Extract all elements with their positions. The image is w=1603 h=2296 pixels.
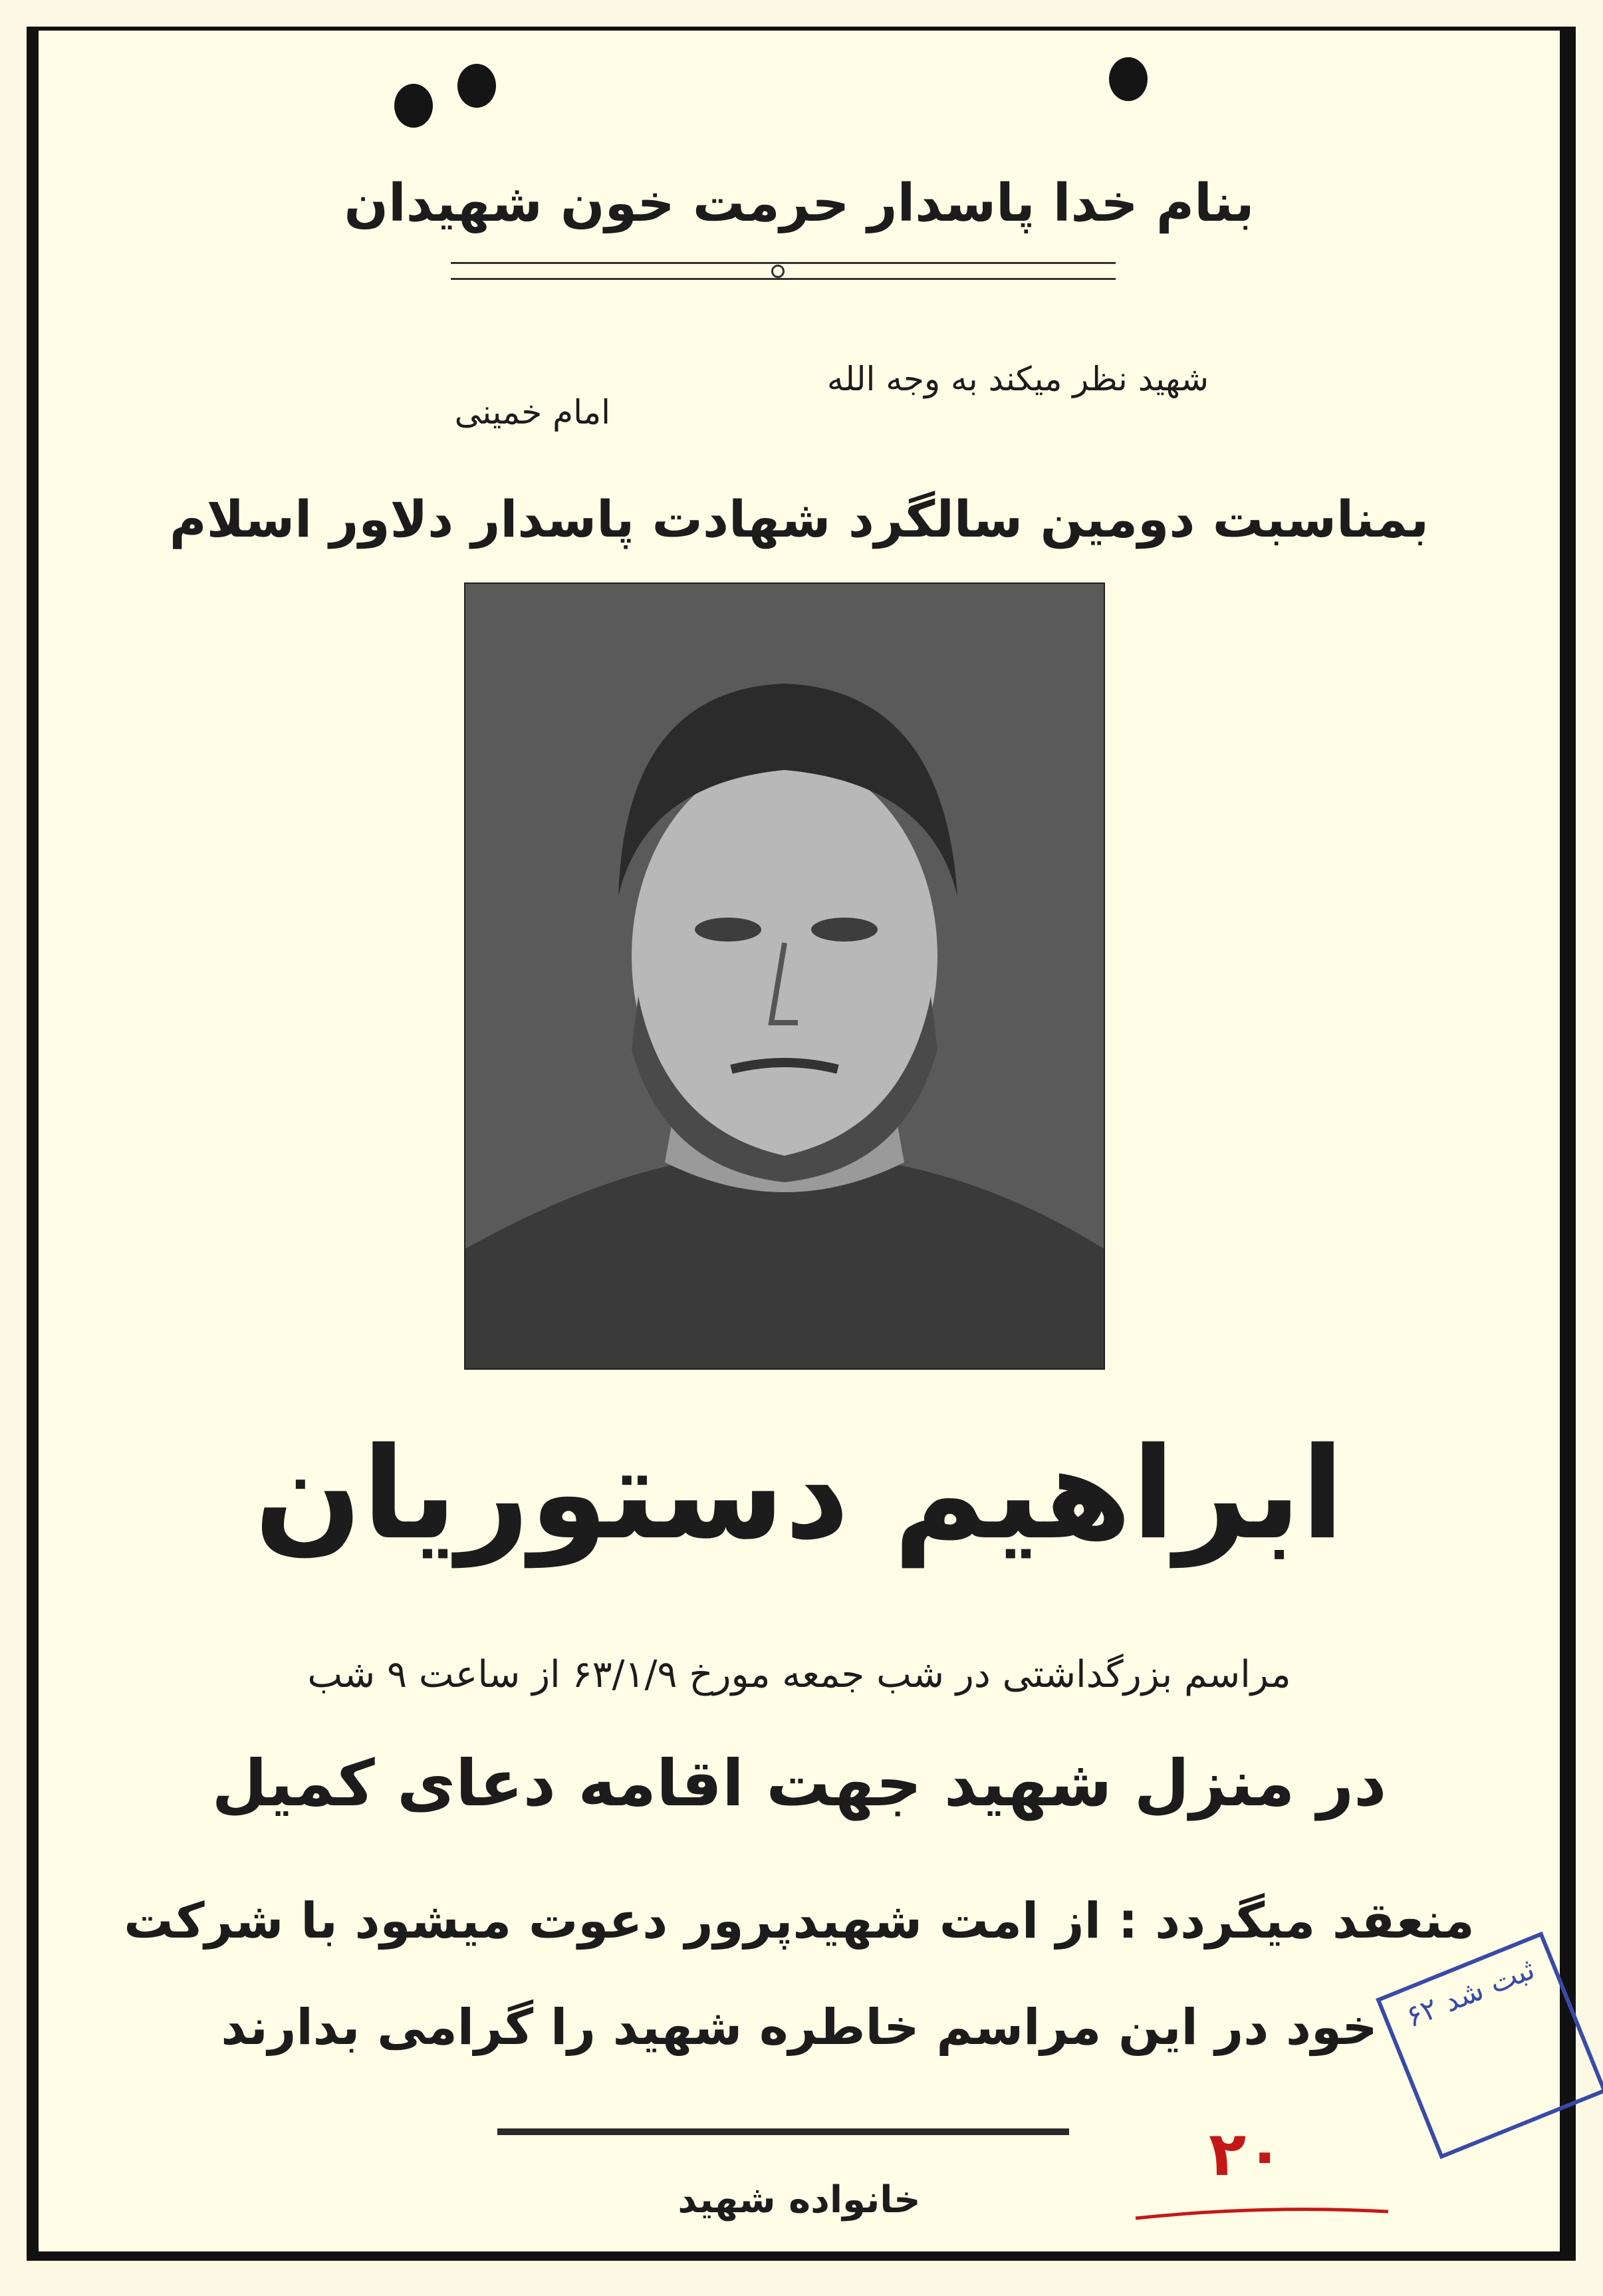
martyr-name: ابراهیم دستوریان <box>254 1420 1344 1567</box>
header-divider-bottom <box>451 278 1116 280</box>
poster-header: بنام خدا پاسدار حرمت خون شهیدان <box>344 174 1255 233</box>
header-divider-top <box>451 262 1116 264</box>
stamp-text: ثبت شد ۶۲ <box>1401 1952 1540 2035</box>
ceremony-details: مراسم بزرگداشتی در شب جمعه مورخ ۶۳/۱/۹ از ساعت ۹ شب <box>307 1653 1291 1696</box>
punch-hole-3 <box>1109 57 1148 101</box>
punch-hole-2 <box>457 64 496 108</box>
ceremony-location: در منزل شهید جهت اقامه دعای کمیل <box>211 1746 1387 1821</box>
invitation-line-1: منعقد میگردد : از امت شهیدپرور دعوت میشود با شرکت <box>124 1892 1475 1950</box>
handwritten-underline <box>1129 2192 1395 2245</box>
occasion-line: بمناسبت دومین سالگرد شهادت پاسدار دلاور اسلام <box>169 489 1429 549</box>
quote-text: شهید نظر میکند به وجه الله <box>826 360 1209 398</box>
signature-divider <box>497 2128 1069 2135</box>
quote-author: امام خمینی <box>454 393 610 432</box>
header-divider-ornament <box>771 265 785 278</box>
family-signature: خانواده شهید <box>678 2178 921 2222</box>
portrait-drawing <box>465 584 1104 1368</box>
punch-hole-1 <box>394 84 433 128</box>
invitation-line-2: خود در این مراسم خاطره شهید را گرامی بدارند <box>221 1999 1378 2056</box>
archive-stamp <box>1376 1932 1603 2159</box>
martyr-portrait <box>464 582 1105 1370</box>
memorial-poster <box>27 27 1576 2261</box>
handwritten-number: ۲۰ <box>1209 2118 1284 2190</box>
